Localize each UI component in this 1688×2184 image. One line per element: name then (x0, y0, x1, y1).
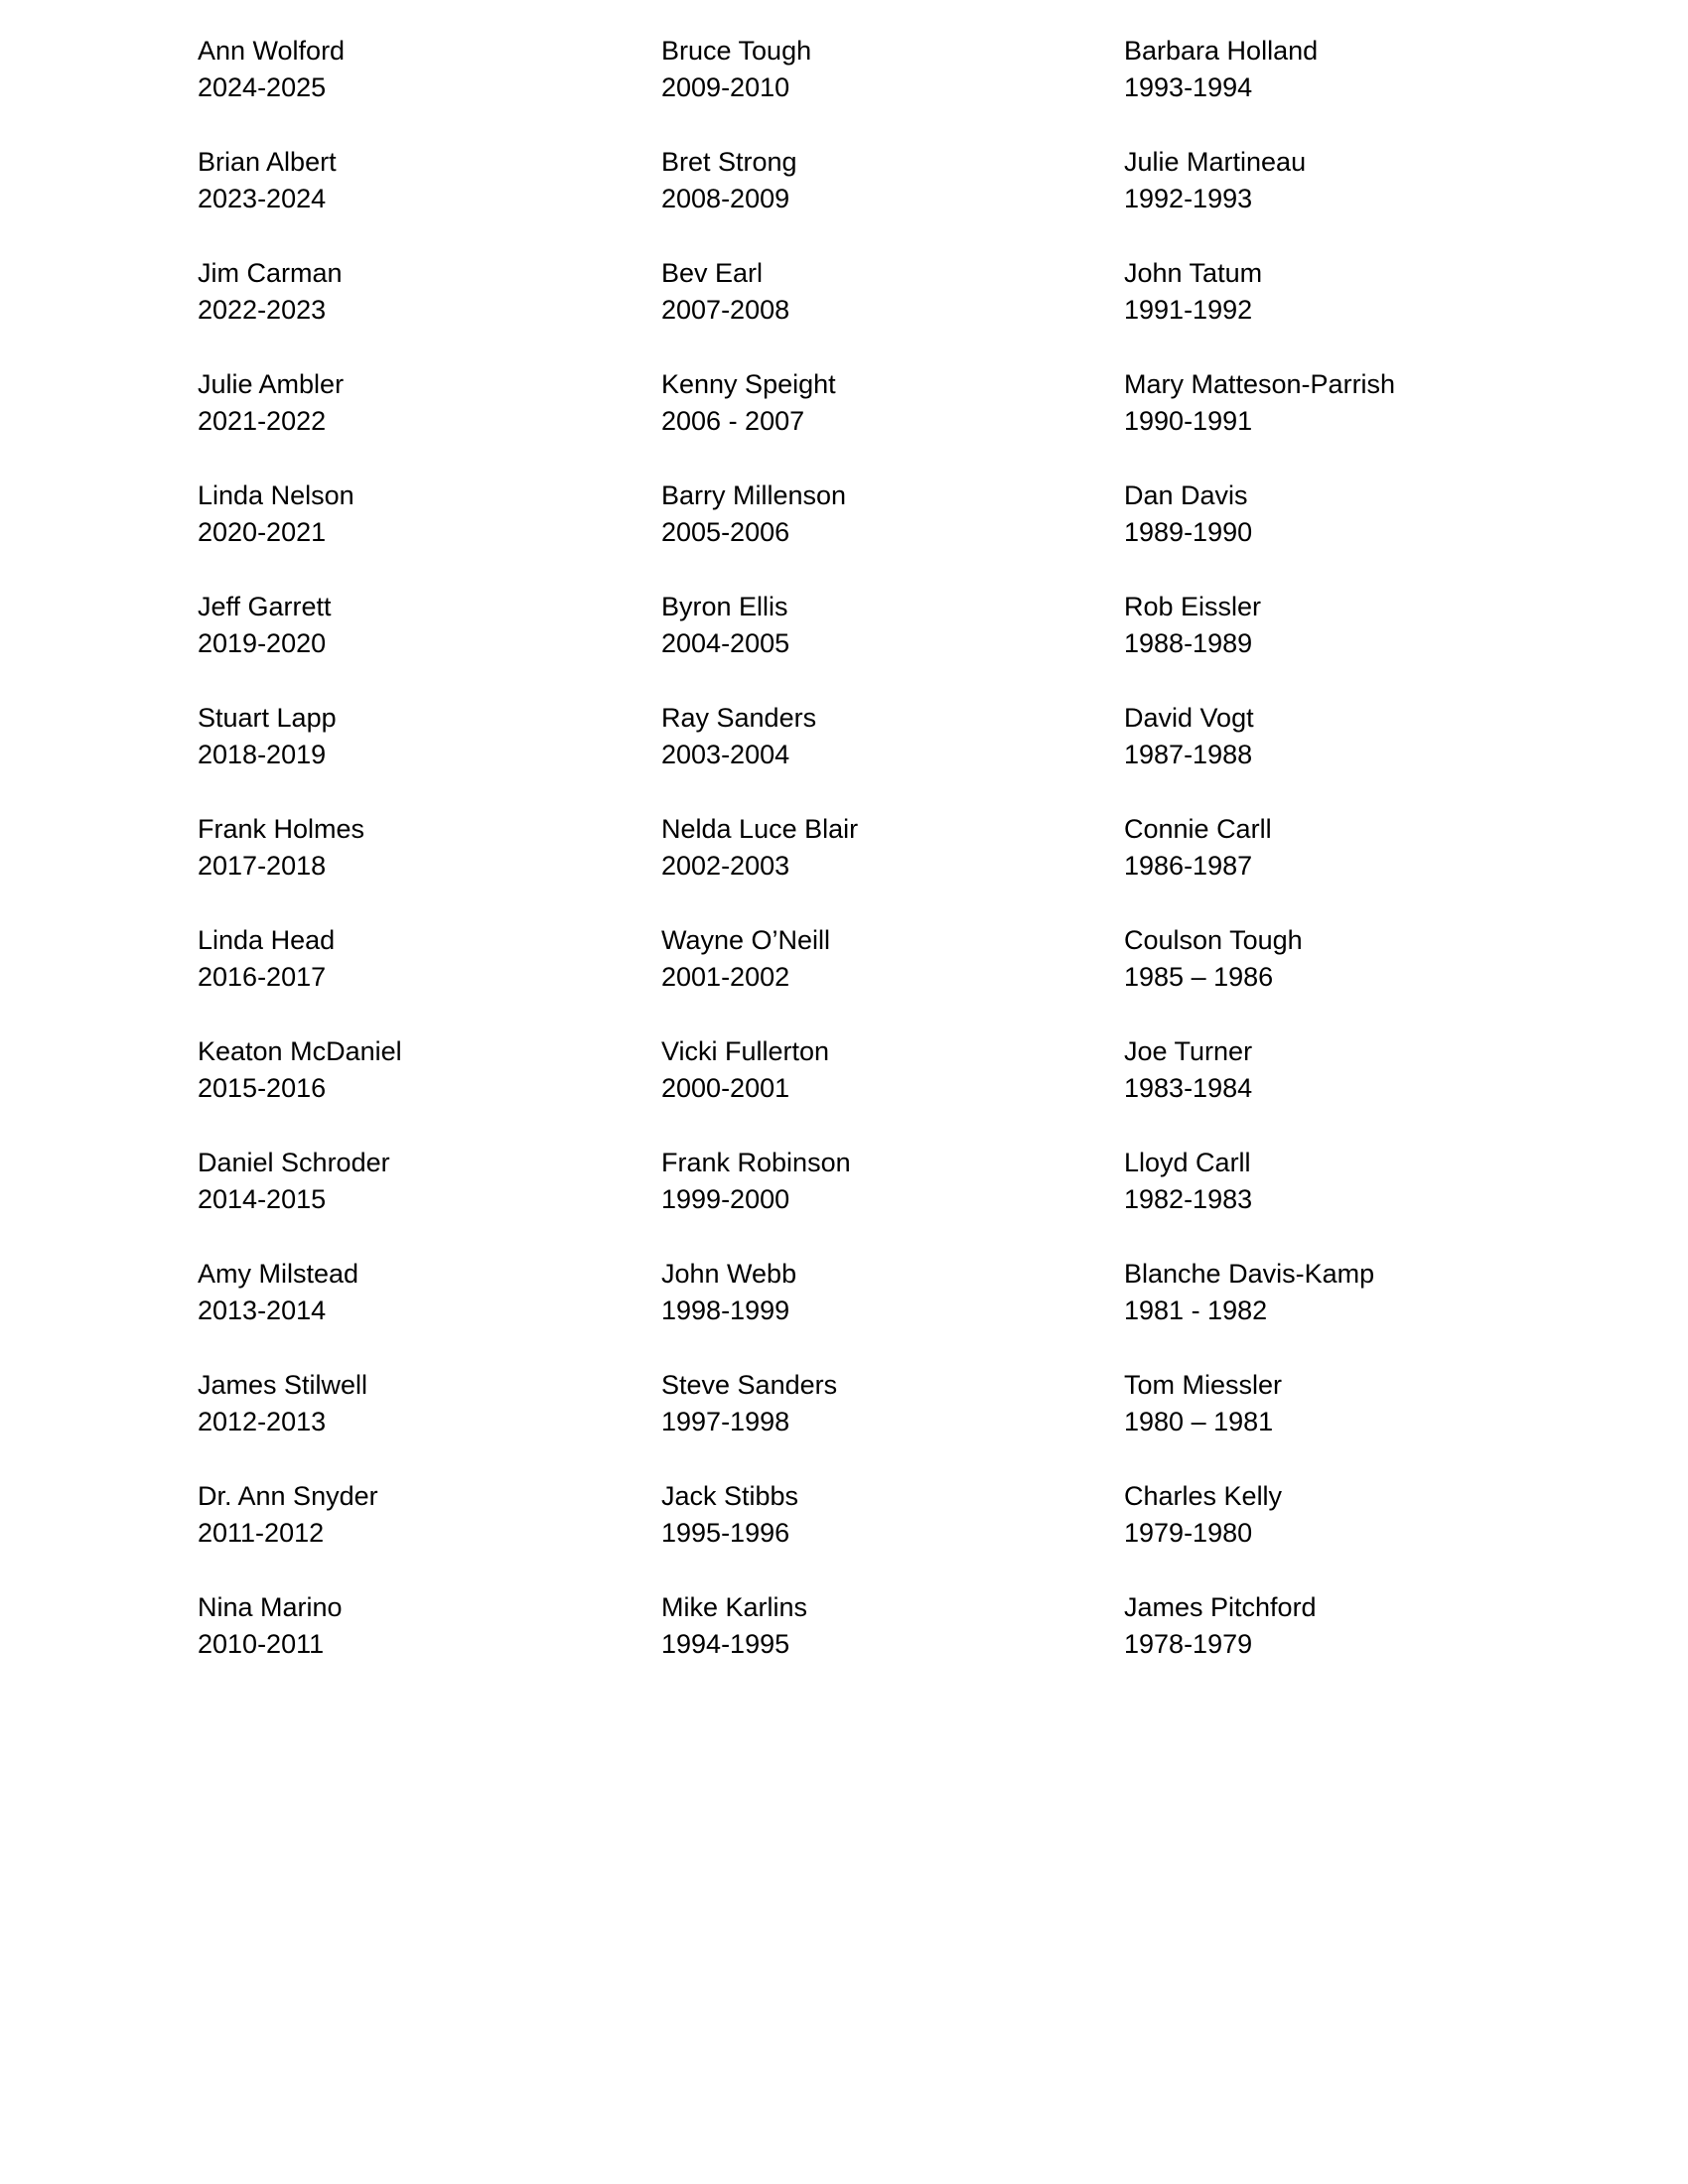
entry-name: Frank Holmes (198, 814, 365, 844)
entry-name: Jeff Garrett (198, 592, 332, 621)
list-item (661, 255, 1118, 366)
list-item (198, 255, 654, 366)
entry-name: Kenny Speight (661, 369, 836, 399)
entry-years: 2003-2004 (661, 740, 790, 769)
list-item (661, 144, 1118, 255)
entry-years: 2000-2001 (661, 1073, 790, 1103)
entry-years: 1999-2000 (661, 1184, 790, 1214)
entry-name: Connie Carll (1124, 814, 1272, 844)
entry-name: Amy Milstead (198, 1259, 359, 1289)
entry-name: Tom Miessler (1124, 1370, 1283, 1400)
list-item (198, 1256, 654, 1367)
list-item (198, 811, 654, 922)
entry-years: 2020-2021 (198, 517, 327, 547)
list-item (1124, 255, 1581, 366)
entry-name: Keaton McDaniel (198, 1036, 402, 1066)
entry-name: Julie Martineau (1124, 147, 1307, 177)
entry-name: Lloyd Carll (1124, 1148, 1251, 1177)
list-item (198, 33, 654, 144)
entry-name: Jim Carman (198, 258, 343, 288)
list-item (661, 922, 1118, 1033)
entry-years: 1993-1994 (1124, 72, 1253, 102)
list-item (1124, 589, 1581, 700)
entry-name: Julie Ambler (198, 369, 345, 399)
column-1 (198, 33, 654, 1701)
list-item (198, 1145, 654, 1256)
entry-name: Barry Millenson (661, 480, 847, 510)
list-item (1124, 922, 1581, 1033)
entry-years: 2021-2022 (198, 406, 327, 436)
entry-name: Nina Marino (198, 1592, 343, 1622)
entry-years: 1990-1991 (1124, 406, 1253, 436)
entry-years: 2009-2010 (661, 72, 790, 102)
entry-years: 1979-1980 (1124, 1518, 1253, 1548)
entry-name: David Vogt (1124, 703, 1254, 733)
list-item (661, 700, 1118, 811)
list-item (198, 589, 654, 700)
list-item (661, 811, 1118, 922)
entry-name: Charles Kelly (1124, 1481, 1283, 1511)
list-item (1124, 811, 1581, 922)
list-item (661, 1367, 1118, 1478)
entry-years: 2008-2009 (661, 184, 790, 213)
entry-name: Linda Nelson (198, 480, 354, 510)
entry-name: Bev Earl (661, 258, 764, 288)
entry-years: 2007-2008 (661, 295, 790, 325)
entry-name: Joe Turner (1124, 1036, 1253, 1066)
entry-name: Rob Eissler (1124, 592, 1262, 621)
entry-years: 1986-1987 (1124, 851, 1253, 881)
entry-years: 1989-1990 (1124, 517, 1253, 547)
entry-years: 1980 – 1981 (1124, 1407, 1274, 1436)
entry-years: 1985 – 1986 (1124, 962, 1274, 992)
entry-name: Blanche Davis-Kamp (1124, 1259, 1375, 1289)
entry-years: 2017-2018 (198, 851, 327, 881)
entry-name: Vicki Fullerton (661, 1036, 830, 1066)
entry-years: 2023-2024 (198, 184, 327, 213)
entry-years: 2018-2019 (198, 740, 327, 769)
entry-name: Mike Karlins (661, 1592, 808, 1622)
list-item (198, 1478, 654, 1589)
entry-years: 1987-1988 (1124, 740, 1253, 769)
list-item (661, 33, 1118, 144)
entry-name: Nelda Luce Blair (661, 814, 859, 844)
entry-years: 1998-1999 (661, 1296, 790, 1325)
entry-name: Barbara Holland (1124, 36, 1319, 66)
entry-years: 1988-1989 (1124, 628, 1253, 658)
entry-years: 2013-2014 (198, 1296, 327, 1325)
entry-name: Coulson Tough (1124, 925, 1303, 955)
entry-years: 2014-2015 (198, 1184, 327, 1214)
list-item (1124, 478, 1581, 589)
entry-years: 1997-1998 (661, 1407, 790, 1436)
entry-name: Stuart Lapp (198, 703, 337, 733)
entry-name: Ray Sanders (661, 703, 817, 733)
entry-name: Dr. Ann Snyder (198, 1481, 378, 1511)
list-item (198, 478, 654, 589)
entry-years: 1981 - 1982 (1124, 1296, 1268, 1325)
entry-years: 1982-1983 (1124, 1184, 1253, 1214)
entry-years: 1983-1984 (1124, 1073, 1253, 1103)
list-item (661, 1256, 1118, 1367)
entry-years: 1995-1996 (661, 1518, 790, 1548)
list-item (1124, 1033, 1581, 1145)
entry-years: 2012-2013 (198, 1407, 327, 1436)
entry-years: 2006 - 2007 (661, 406, 805, 436)
entry-name: Dan Davis (1124, 480, 1248, 510)
entry-name: Ann Wolford (198, 36, 346, 66)
list-item (198, 144, 654, 255)
list-item (1124, 366, 1581, 478)
entry-years: 2010-2011 (198, 1629, 325, 1659)
list-item (661, 589, 1118, 700)
list-item (198, 1033, 654, 1145)
entry-years: 2022-2023 (198, 295, 327, 325)
entry-years: 1991-1992 (1124, 295, 1253, 325)
list-item (661, 478, 1118, 589)
entry-years: 2016-2017 (198, 962, 327, 992)
list-item (1124, 700, 1581, 811)
entry-years: 2024-2025 (198, 72, 327, 102)
list-item (198, 366, 654, 478)
entry-years: 1994-1995 (661, 1629, 790, 1659)
list-item (1124, 1145, 1581, 1256)
list-item (661, 1145, 1118, 1256)
list-item (198, 700, 654, 811)
entry-name: Mary Matteson-Parrish (1124, 369, 1396, 399)
entry-name: James Pitchford (1124, 1592, 1317, 1622)
entry-name: James Stilwell (198, 1370, 368, 1400)
list-item (198, 1589, 654, 1701)
list-item (1124, 1478, 1581, 1589)
list-item (198, 922, 654, 1033)
entry-name: Steve Sanders (661, 1370, 838, 1400)
entry-years: 2015-2016 (198, 1073, 327, 1103)
list-item (1124, 1256, 1581, 1367)
entry-name: John Webb (661, 1259, 797, 1289)
entry-name: Linda Head (198, 925, 336, 955)
entry-name: Bruce Tough (661, 36, 812, 66)
entry-years: 2001-2002 (661, 962, 790, 992)
list-item (661, 1478, 1118, 1589)
list-item (661, 366, 1118, 478)
entry-years: 1992-1993 (1124, 184, 1253, 213)
entry-name: Jack Stibbs (661, 1481, 799, 1511)
entry-years: 2019-2020 (198, 628, 327, 658)
list-item (1124, 1589, 1581, 1701)
entry-name: Daniel Schroder (198, 1148, 390, 1177)
entry-name: Frank Robinson (661, 1148, 851, 1177)
column-2 (661, 33, 1118, 1701)
list-item (661, 1589, 1118, 1701)
entry-years: 2004-2005 (661, 628, 790, 658)
entry-name: Wayne O’Neill (661, 925, 831, 955)
list-item (1124, 33, 1581, 144)
list-item (1124, 144, 1581, 255)
entry-years: 2005-2006 (661, 517, 790, 547)
entry-name: Bret Strong (661, 147, 797, 177)
entry-years: 1978-1979 (1124, 1629, 1253, 1659)
list-item (661, 1033, 1118, 1145)
column-3 (1124, 33, 1581, 1701)
entry-name: Brian Albert (198, 147, 337, 177)
entry-years: 2002-2003 (661, 851, 790, 881)
list-item (1124, 1367, 1581, 1478)
list-item (198, 1367, 654, 1478)
entry-name: Byron Ellis (661, 592, 788, 621)
entry-years: 2011-2012 (198, 1518, 325, 1548)
entry-name: John Tatum (1124, 258, 1263, 288)
